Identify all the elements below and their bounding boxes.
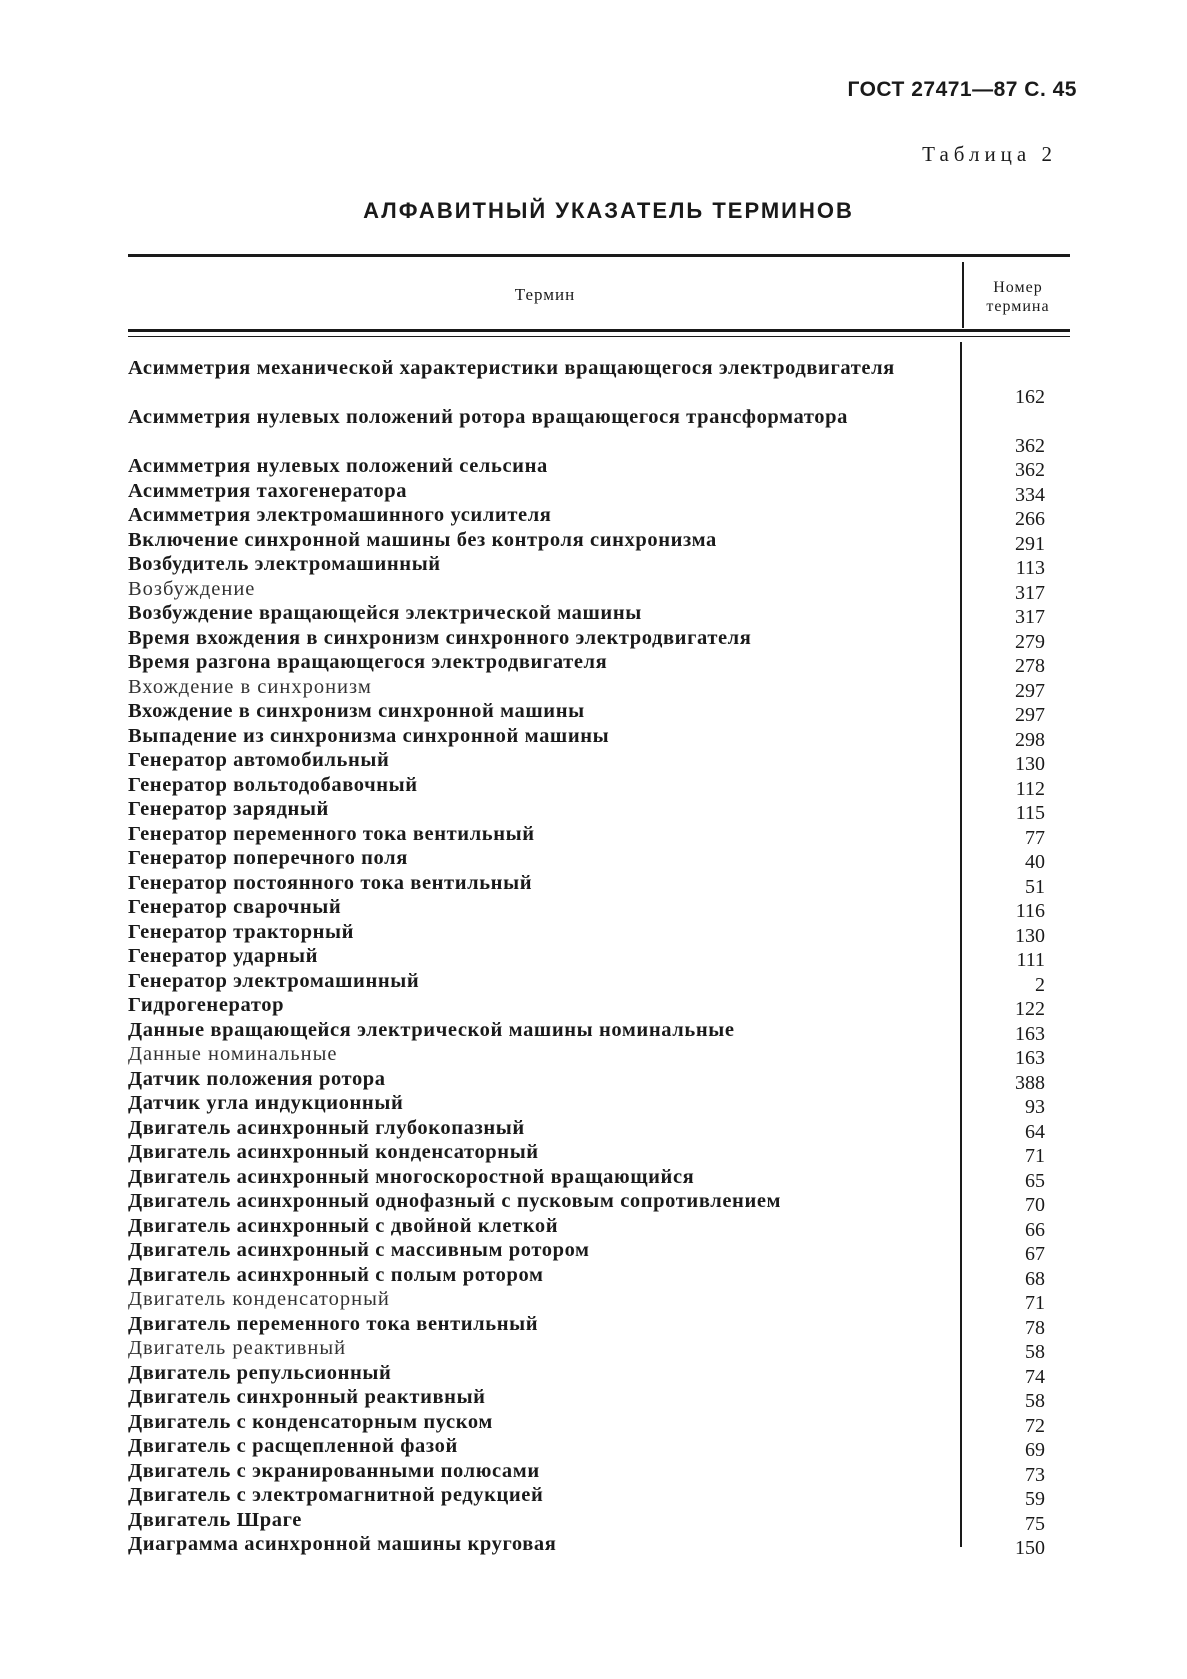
term-number: 78: [1025, 1316, 1045, 1339]
table-row: [0, 479, 1187, 504]
table-row: [0, 1385, 1187, 1410]
term-number: 297: [1015, 704, 1045, 726]
document-reference: ГОСТ 27471—87 С. 45: [847, 78, 1077, 101]
term-number: 362: [1015, 459, 1045, 481]
term-number: 58: [1025, 1390, 1045, 1412]
column-header-number: Номер термина: [986, 279, 1050, 315]
page-title: АЛФАВИТНЫЙ УКАЗАТЕЛЬ ТЕРМИНОВ: [363, 198, 854, 223]
term-number: 113: [1015, 557, 1045, 579]
term-number: 71: [1025, 1145, 1045, 1167]
term-number: 111: [1016, 949, 1045, 971]
term-number: 150: [1015, 1537, 1045, 1559]
term-text: Генератор электромашинный: [128, 969, 420, 992]
term-text: Вхождение в синхронизм синхронной машины: [128, 700, 585, 722]
term-text: Возбуждение вращающейся электрической машины: [128, 602, 642, 624]
table-row: [0, 1336, 1187, 1361]
term-number: 65: [1025, 1169, 1045, 1192]
term-text: Двигатель асинхронный конденсаторный: [128, 1141, 539, 1163]
table-row: [0, 1018, 1187, 1043]
header-column-separator: [962, 262, 964, 328]
table-row: [0, 528, 1187, 553]
term-text: Двигатель асинхронный многоскоростной вращающийся: [128, 1165, 695, 1188]
table-row: [0, 895, 1187, 920]
table-row: [0, 993, 1187, 1018]
term-text: Двигатель синхронный реактивный: [128, 1386, 486, 1408]
term-text: Двигатель с экранированными полюсами: [128, 1459, 540, 1482]
table-row: [0, 577, 1187, 602]
term-number: 58: [1025, 1341, 1045, 1363]
term-number: 163: [1015, 1047, 1045, 1069]
table-row: [0, 1410, 1187, 1435]
table-row: [0, 1263, 1187, 1288]
table-row: [0, 552, 1187, 577]
term-text: Двигатель реактивный: [128, 1337, 347, 1359]
table-row: [0, 797, 1187, 822]
term-text: Генератор сварочный: [128, 896, 342, 918]
term-number: 59: [1025, 1488, 1045, 1510]
term-text: Время вхождения в синхронизм синхронного электродвигателя: [128, 626, 752, 649]
term-number: 73: [1025, 1463, 1045, 1486]
table-row: [0, 846, 1187, 871]
term-number: 75: [1025, 1512, 1045, 1535]
table-row: [0, 356, 1187, 408]
term-number: 77: [1025, 826, 1045, 849]
table-row: [0, 1042, 1187, 1067]
table-row: [0, 1189, 1187, 1214]
table-row: [0, 405, 1187, 457]
term-text: Генератор автомобильный: [128, 749, 390, 771]
table-row: [0, 969, 1187, 994]
term-number: 362: [1015, 434, 1045, 457]
term-text: Асимметрия электромашинного усилителя: [128, 504, 552, 526]
term-text: Генератор постоянного тока вентильный: [128, 871, 533, 894]
term-text: Включение синхронной машины без контроля синхронизма: [128, 528, 717, 551]
term-text: Асимметрия нулевых положений сельсина: [128, 455, 548, 477]
term-text: Генератор вольтодобавочный: [128, 773, 418, 796]
term-text: Двигатель с электромагнитной редукцией: [128, 1484, 544, 1506]
term-text: Выпадение из синхронизма синхронной машины: [128, 724, 610, 747]
term-text: Двигатель переменного тока вентильный: [128, 1312, 539, 1335]
term-number: 291: [1015, 532, 1045, 555]
table-row: [0, 1287, 1187, 1312]
term-text: Вхождение в синхронизм: [128, 675, 372, 698]
table-row: [0, 871, 1187, 896]
term-number: 162: [1015, 385, 1045, 408]
table-row: [0, 1459, 1187, 1484]
table-row: [0, 675, 1187, 700]
term-text: Генератор тракторный: [128, 920, 355, 943]
table-row: [0, 822, 1187, 847]
term-number: 66: [1025, 1218, 1045, 1241]
header-bottom-rule: [128, 329, 1070, 332]
term-text: Генератор переменного тока вентильный: [128, 822, 535, 845]
term-number: 279: [1015, 630, 1045, 653]
term-number: 68: [1025, 1267, 1045, 1290]
term-number: 51: [1025, 875, 1045, 898]
table-top-rule: [128, 254, 1070, 257]
table-row: [0, 724, 1187, 749]
table-label: Таблица 2: [922, 142, 1057, 166]
term-number: 2: [1035, 973, 1045, 996]
term-text: Датчик положения ротора: [128, 1067, 386, 1090]
term-text: Диаграмма асинхронной машины круговая: [128, 1533, 557, 1555]
table-row: [0, 1140, 1187, 1165]
table-row: [0, 1214, 1187, 1239]
term-number: 130: [1015, 753, 1045, 775]
terms-index-table: [0, 356, 1187, 1557]
term-text: Возбуждение: [128, 577, 256, 600]
term-number: 93: [1025, 1096, 1045, 1118]
term-number: 317: [1015, 606, 1045, 628]
term-text: Генератор зарядный: [128, 798, 329, 820]
term-text: Гидрогенератор: [128, 994, 285, 1016]
term-number: 317: [1015, 581, 1045, 604]
table-row: [0, 503, 1187, 528]
column-header-term: Термин: [514, 285, 576, 304]
term-number: 163: [1015, 1022, 1045, 1045]
term-number: 388: [1015, 1071, 1045, 1094]
term-text: Данные номинальные: [128, 1043, 338, 1065]
term-text: Двигатель асинхронный глубокопазный: [128, 1116, 525, 1139]
table-row: [0, 1361, 1187, 1386]
table-row: [0, 1508, 1187, 1533]
table-row: [0, 1312, 1187, 1337]
term-text: Время разгона вращающегося электродвигателя: [128, 651, 608, 673]
term-text: Двигатель асинхронный с полым ротором: [128, 1263, 544, 1286]
table-row: [0, 1091, 1187, 1116]
term-number: 130: [1015, 924, 1045, 947]
term-number: 64: [1025, 1120, 1045, 1143]
table-row: [0, 1238, 1187, 1263]
term-text: Данные вращающейся электрической машины номинальные: [128, 1018, 735, 1041]
term-text: Двигатель репульсионный: [128, 1361, 392, 1384]
table-row: [0, 1067, 1187, 1092]
term-text: Двигатель с конденсаторным пуском: [128, 1410, 493, 1433]
table-row: [0, 1483, 1187, 1508]
table-row: [0, 1165, 1187, 1190]
table-row: [0, 699, 1187, 724]
term-text: Асимметрия нулевых положений ротора вращающегося трансформатора: [128, 406, 848, 428]
table-row: [0, 1434, 1187, 1459]
term-text: Двигатель асинхронный с массивным ротором: [128, 1239, 590, 1261]
term-text: Возбудитель электромашинный: [128, 553, 441, 575]
table-row: [0, 650, 1187, 675]
term-text: Двигатель с расщепленной фазой: [128, 1435, 458, 1457]
term-number: 298: [1015, 728, 1045, 751]
table-row: [0, 1116, 1187, 1141]
term-number: 70: [1025, 1194, 1045, 1216]
table-row: [0, 1532, 1187, 1557]
term-number: 74: [1025, 1365, 1045, 1388]
term-number: 297: [1015, 679, 1045, 702]
term-text: Двигатель конденсаторный: [128, 1288, 390, 1310]
term-number: 71: [1025, 1292, 1045, 1314]
term-text: Двигатель асинхронный однофазный с пусковым сопротивлением: [128, 1190, 782, 1212]
term-number: 122: [1015, 998, 1045, 1020]
table-row: [0, 773, 1187, 798]
table-row: [0, 626, 1187, 651]
header-bottom-rule-thin: [128, 336, 1070, 337]
term-number: 40: [1025, 851, 1045, 873]
term-number: 115: [1015, 802, 1045, 824]
table-row: [0, 601, 1187, 626]
term-number: 112: [1015, 777, 1045, 800]
term-number: 67: [1025, 1243, 1045, 1265]
term-text: Датчик угла индукционный: [128, 1092, 404, 1114]
term-number: 266: [1015, 508, 1045, 530]
term-number: 334: [1015, 483, 1045, 506]
term-text: Асимметрия тахогенератора: [128, 479, 408, 502]
term-number: 116: [1015, 900, 1045, 922]
table-row: [0, 920, 1187, 945]
table-row: [0, 748, 1187, 773]
term-text: Двигатель асинхронный с двойной клеткой: [128, 1214, 559, 1237]
term-text: Асимметрия механической характеристики вращающегося электродвигателя: [128, 357, 895, 379]
term-number: 69: [1025, 1439, 1045, 1461]
term-text: Генератор поперечного поля: [128, 847, 408, 869]
table-row: [0, 944, 1187, 969]
table-row: [0, 454, 1187, 479]
term-text: Генератор ударный: [128, 945, 318, 967]
term-text: Двигатель Шраге: [128, 1508, 302, 1531]
term-number: 72: [1025, 1414, 1045, 1437]
term-number: 278: [1015, 655, 1045, 677]
